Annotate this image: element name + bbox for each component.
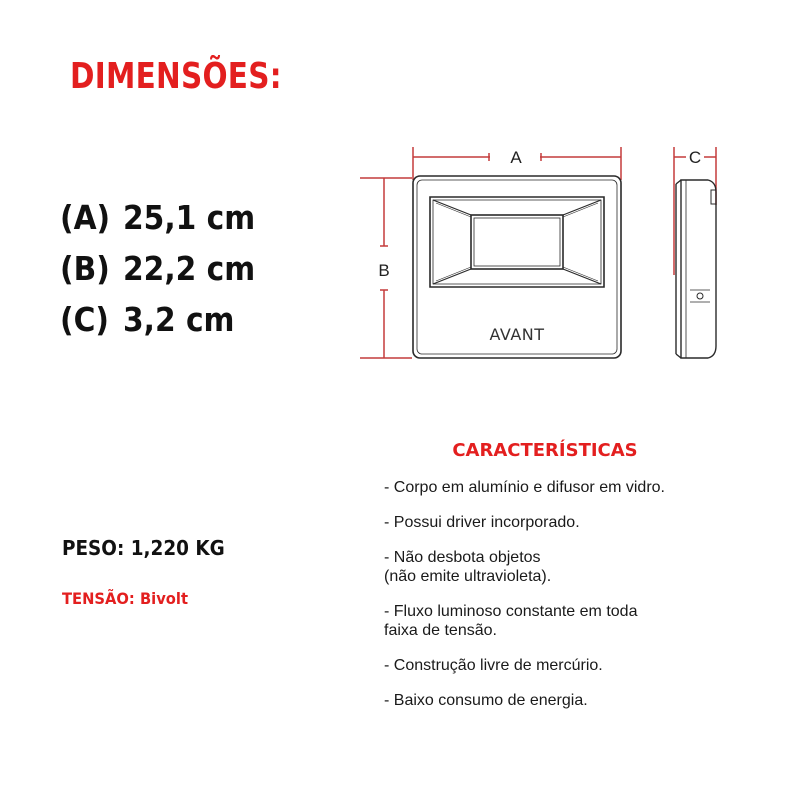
dimension-c-key: (C)	[60, 300, 109, 339]
feature-text: - Não desbota objetos	[384, 549, 541, 566]
reflector-frame	[430, 197, 604, 287]
weight-label: PESO:	[62, 536, 125, 560]
feature-item	[384, 602, 784, 640]
dimension-c-value: 3,2 cm	[123, 300, 235, 339]
dimension-a-label: A	[510, 148, 522, 167]
feature-item	[384, 513, 784, 532]
feature-item	[384, 656, 784, 675]
features-list	[384, 478, 784, 726]
feature-text-continued: (não emite ultravioleta).	[384, 568, 552, 585]
feature-item	[384, 478, 784, 497]
dimension-b-label: B	[378, 261, 390, 280]
voltage-value: Bivolt	[139, 589, 188, 608]
weight-value: 1,220 KG	[130, 536, 225, 560]
side-view	[676, 180, 716, 358]
dimension-b-value: 22,2 cm	[123, 249, 256, 288]
feature-text-continued: faixa de tensão.	[384, 622, 497, 639]
feature-text: - Construção livre de mercúrio.	[384, 657, 603, 674]
feature-text: - Baixo consumo de energia.	[384, 692, 588, 709]
led-panel	[471, 215, 563, 269]
feature-text: - Fluxo luminoso constante em toda	[384, 603, 638, 620]
dimension-a-value: 25,1 cm	[123, 198, 256, 237]
dimension-c-label: C	[688, 148, 702, 167]
page-title: DIMENSÕES:	[70, 56, 282, 97]
brand-logo: AVANT	[489, 325, 545, 344]
dimension-b-key: (B)	[60, 249, 110, 288]
dimension-a-key: (A)	[60, 198, 111, 237]
voltage-label: TENSÃO:	[62, 589, 135, 608]
feature-item	[384, 691, 784, 710]
side-screw	[697, 293, 703, 299]
features-title: CARACTERÍSTICAS	[452, 440, 638, 461]
feature-item	[384, 548, 784, 586]
feature-text: - Corpo em alumínio e difusor em vidro.	[384, 479, 665, 496]
feature-text: - Possui driver incorporado.	[384, 514, 580, 531]
